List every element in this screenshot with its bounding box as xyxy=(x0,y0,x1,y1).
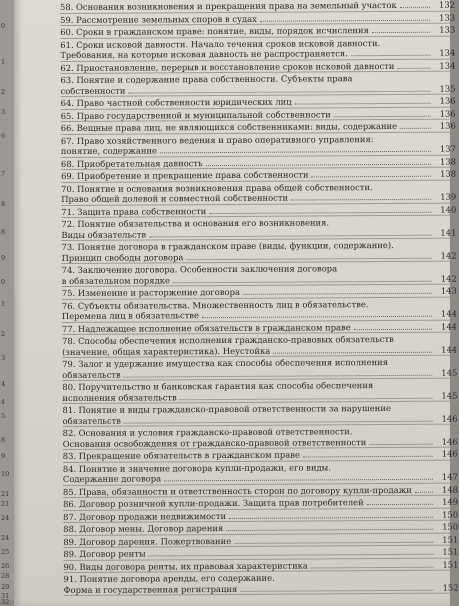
toc-page-number: 139 xyxy=(440,191,457,202)
toc-entry xyxy=(63,559,458,573)
toc-entry-text: Перемена лиц в обязательстве xyxy=(61,310,199,321)
toc-entry-text: 87. Договор продажи недвижимости xyxy=(63,510,227,522)
toc-entry-text: 83. Прекращение обязательств в гражданском праве xyxy=(62,449,300,461)
toc-page-number: 150 xyxy=(442,509,459,520)
toc-entry-text: 80. Поручительство и банковская гарантия как способы обеспечения xyxy=(62,380,374,392)
toc-entry xyxy=(62,321,457,335)
margin-number: 32 xyxy=(1,598,10,606)
dot-leader xyxy=(334,108,431,117)
toc-page-number: 144 xyxy=(440,308,457,319)
dot-leader xyxy=(229,509,433,518)
toc-page-number: 146 xyxy=(441,413,458,424)
toc-page-number: 151 xyxy=(442,534,459,545)
dot-leader xyxy=(206,156,431,165)
dot-leader xyxy=(226,522,433,531)
book-page xyxy=(14,0,459,606)
toc-entry xyxy=(62,286,457,300)
margin-number: 24 xyxy=(1,514,10,522)
dot-leader xyxy=(372,25,430,33)
toc-entry xyxy=(61,217,456,241)
toc-entry-text: Форма и государственная регистрация xyxy=(63,583,238,595)
toc-entry xyxy=(60,37,455,61)
dot-leader xyxy=(160,144,431,154)
toc-entry-text: 90. Виды договора ренты, их правовая характеристика xyxy=(63,559,308,572)
toc-entry xyxy=(63,534,458,548)
toc-entry xyxy=(63,572,458,596)
margin-number: 26 xyxy=(1,562,10,570)
margin-number: 21 xyxy=(1,500,10,508)
toc-entry-text: исполнения обязательств xyxy=(62,391,177,403)
toc-entry xyxy=(61,204,456,218)
toc-entry xyxy=(60,60,455,74)
margin-number: 8 xyxy=(1,200,6,208)
dot-leader xyxy=(354,321,432,329)
toc-entry xyxy=(60,73,455,97)
dot-leader xyxy=(164,472,433,482)
margin-number: 5 xyxy=(1,412,6,420)
toc-entry-text: 66. Вещные права лиц, не являющихся собственниками: виды, содержание xyxy=(60,120,398,133)
margin-number: 6 xyxy=(1,132,6,140)
margin-number: 7 xyxy=(1,170,6,178)
dot-leader xyxy=(202,309,432,318)
dot-leader xyxy=(124,413,433,423)
dot-leader xyxy=(311,169,431,178)
dot-leader xyxy=(234,534,433,543)
dot-leader xyxy=(260,12,430,21)
toc-page-number: 136 xyxy=(439,108,456,119)
toc-entry xyxy=(63,461,458,485)
toc-entry-text: собственности xyxy=(60,85,126,96)
toc-page-number: 151 xyxy=(442,546,459,557)
toc-entry-text: Виды обязательств xyxy=(61,228,147,240)
toc-page-number: 149 xyxy=(442,496,459,507)
margin-number: 21 xyxy=(1,490,10,498)
toc-entry-text: (значение, общая характеристика). Неустойка xyxy=(62,345,271,357)
toc-entry xyxy=(62,298,457,322)
toc-entry xyxy=(63,509,458,523)
toc-entry-text: 82. Основания и условия гражданско-правовой ответственности. xyxy=(62,426,353,438)
toc-entry xyxy=(62,403,457,427)
toc-page-number: 142 xyxy=(440,273,457,284)
dot-leader xyxy=(295,96,431,105)
toc-page-number: 148 xyxy=(441,484,459,495)
toc-entry xyxy=(61,96,456,110)
toc-entry-text: 89. Договор ренты xyxy=(63,548,146,559)
margin-number: 2 xyxy=(1,88,6,96)
dot-leader xyxy=(186,250,431,259)
toc-entry xyxy=(62,380,457,404)
toc-page-number: 134 xyxy=(439,47,456,58)
toc-entry-text: 70. Понятие и основания возникновения права общей собственности. xyxy=(61,181,373,194)
toc-page-number: 147 xyxy=(441,471,458,482)
dot-leader xyxy=(400,0,430,8)
margin-number: 0 xyxy=(1,22,6,30)
dot-leader xyxy=(240,582,433,591)
margin-number: 2 xyxy=(1,330,6,338)
margin-number: 3 xyxy=(1,108,6,116)
toc-entry-text: понятие, содержание xyxy=(60,145,157,156)
toc-entry-text: Основания освобождения от гражданско-правовой ответственности xyxy=(62,436,367,449)
margin-number: 8 xyxy=(1,436,6,444)
dot-leader xyxy=(173,273,432,283)
dot-leader xyxy=(400,121,431,129)
toc-page-number: 136 xyxy=(439,95,456,106)
toc-entry-text: 67. Право хозяйственного ведения и право оперативного управления: xyxy=(60,133,374,146)
margin-number: 4 xyxy=(1,398,6,406)
dot-leader xyxy=(124,367,433,377)
toc-page-number: 134 xyxy=(439,60,456,71)
toc-page-number: 133 xyxy=(439,24,456,35)
margin-number: 9 xyxy=(1,254,6,262)
toc-entry-text: 68. Приобретательная давность xyxy=(60,157,203,169)
dot-leader xyxy=(149,547,434,557)
dot-leader xyxy=(180,390,433,400)
dot-leader xyxy=(128,83,430,93)
toc-page-number: 132 xyxy=(438,0,456,10)
toc-entry-text: Требования, на которые исковая давность не распространяется. xyxy=(60,48,348,60)
margin-number: 1 xyxy=(1,58,6,66)
toc-entry-text: 72. Понятие обязательства и основания его возникновения. xyxy=(61,217,330,229)
margin-number: 31 xyxy=(1,592,10,600)
dot-leader xyxy=(291,192,431,201)
toc-page-number: 138 xyxy=(440,168,457,179)
toc-entry-text: 61. Сроки исковой давности. Начало течения сроков исковой давности. xyxy=(60,37,381,50)
dot-leader xyxy=(367,497,433,505)
dot-leader xyxy=(209,204,431,213)
toc-page-number: 135 xyxy=(439,83,456,94)
toc-entry xyxy=(63,484,458,498)
toc-page-number: 152 xyxy=(442,582,459,593)
toc-entry-text: 77. Надлежащее исполнение обязательств в гражданском праве xyxy=(61,321,351,334)
toc-entry xyxy=(62,334,457,358)
toc-entry-text: 64. Право частной собственности юридических лиц xyxy=(60,96,292,108)
toc-page-number: 141 xyxy=(440,227,457,238)
toc-entry xyxy=(61,240,456,264)
dot-leader xyxy=(311,559,434,568)
toc-page-number: 145 xyxy=(441,367,458,378)
toc-entry-text: 88. Договор мены. Договор дарения xyxy=(63,523,224,534)
margin-number: 25 xyxy=(1,548,10,556)
dot-leader xyxy=(415,484,433,492)
toc-entry-text: 62. Приостановление, перерыв и восстановление сроков исковой давности xyxy=(60,60,395,73)
toc-entry-text: Содержание договора xyxy=(62,473,162,484)
toc-entry-text: 63. Понятие и содержание права собственности. Субъекты права xyxy=(60,73,353,85)
toc-entry xyxy=(62,357,457,381)
toc-page-number: 144 xyxy=(440,321,458,332)
toc-page-number: 145 xyxy=(441,390,458,401)
toc-entry xyxy=(61,169,456,183)
margin-number: 9 xyxy=(1,452,6,460)
toc-entry xyxy=(62,263,457,287)
toc-page-number: 133 xyxy=(439,12,456,23)
margin-number: 4 xyxy=(1,380,6,388)
dot-leader xyxy=(303,449,433,458)
margin-number: 10 xyxy=(1,470,10,478)
toc-page-number: 142 xyxy=(440,250,457,261)
toc-entry-text: 78. Способы обеспечения исполнения гражданско-правовых обязательств xyxy=(62,333,394,346)
toc-page-number: 150 xyxy=(442,521,459,532)
toc-entry-text: 84. Понятие и значение договора купли-продажи, его виды. xyxy=(62,461,332,474)
table-of-contents xyxy=(60,0,459,597)
margin-number: 24 xyxy=(1,534,10,542)
margin-number: 0 xyxy=(1,278,6,286)
toc-entry xyxy=(60,12,455,26)
toc-entry-text: 76. Субъекты обязательства. Множественность лиц в обязательстве. xyxy=(61,298,369,311)
toc-entry-text: Принцип свободы договора xyxy=(61,251,184,263)
toc-entry-text: 71. Защита права собственности xyxy=(61,205,207,217)
margin-number: 28 xyxy=(1,572,10,580)
dot-leader xyxy=(369,436,432,444)
dot-leader xyxy=(273,344,432,353)
toc-entry xyxy=(61,133,456,157)
toc-entry-text: 60. Сроки в гражданском праве: понятие, виды, порядок исчисления xyxy=(60,25,369,37)
toc-page-number: 151 xyxy=(442,559,459,570)
toc-page-number: 137 xyxy=(439,143,456,154)
toc-entry-text: 59. Рассмотрение земельных споров в судах xyxy=(60,13,257,25)
toc-entry-text: 89. Договор дарения. Пожертвование xyxy=(63,535,232,547)
previous-page-margin xyxy=(0,0,14,606)
toc-page-number: 146 xyxy=(441,436,458,447)
toc-page-number: 146 xyxy=(441,448,458,459)
margin-number: 1 xyxy=(1,300,6,308)
dot-leader xyxy=(149,227,431,237)
toc-entry-text: обязательств xyxy=(62,369,121,380)
toc-entry-text: 74. Заключение договора. Особенности заключения договора xyxy=(61,263,338,275)
toc-entry xyxy=(63,449,458,463)
toc-entry-text: Право общей долевой и совместной собственности xyxy=(61,192,289,204)
toc-entry xyxy=(61,108,456,122)
toc-entry-text: 81. Понятие и виды гражданско-правовой ответственности за нарушение xyxy=(62,402,391,415)
toc-page-number: 136 xyxy=(439,120,456,131)
toc-entry-text: 75. Изменение и расторжение договора xyxy=(61,286,240,298)
dot-leader xyxy=(351,48,431,56)
toc-entry-text: в обязательном порядке xyxy=(61,274,170,286)
toc-entry-text: 65. Право государственной и муниципальной собственности xyxy=(60,108,331,121)
toc-entry-text: 58. Основания возникновения и прекращения права на земельный участок xyxy=(60,0,397,12)
margin-number: 8 xyxy=(1,228,6,236)
toc-page-number: 138 xyxy=(439,156,457,167)
toc-entry-text: 85. Права, обязанности и ответственность сторон по договору купли-продажи xyxy=(62,484,412,497)
toc-entry-text: 73. Понятие договора в гражданском праве (виды, функции, содержание). xyxy=(61,239,394,252)
toc-entry xyxy=(63,497,458,511)
toc-entry xyxy=(63,522,458,536)
margin-number: 29 xyxy=(1,583,10,591)
toc-entry xyxy=(61,181,456,205)
toc-entry xyxy=(60,25,455,39)
toc-entry xyxy=(63,547,458,561)
toc-entry-text: 91. Понятие договора аренды, его содержание. xyxy=(63,572,275,584)
dot-leader xyxy=(243,286,432,295)
toc-entry-text: 86. Договор розничной купли-продажи. Защита прав потребителей xyxy=(63,497,364,509)
toc-page-number: 144 xyxy=(441,344,458,355)
toc-entry xyxy=(61,156,456,170)
toc-entry xyxy=(61,121,456,135)
toc-entry-text: обязательств xyxy=(62,415,122,426)
dot-leader xyxy=(397,60,430,68)
toc-entry-text: 79. Залог и удержание имущества как способы обеспечения исполнения xyxy=(62,357,389,369)
toc-page-number: 143 xyxy=(440,285,457,296)
margin-number: 3 xyxy=(1,354,6,362)
toc-page-number: 140 xyxy=(440,204,457,215)
toc-entry-text: 69. Приобретение и прекращение права собственности xyxy=(61,169,309,181)
toc-entry xyxy=(63,426,458,450)
